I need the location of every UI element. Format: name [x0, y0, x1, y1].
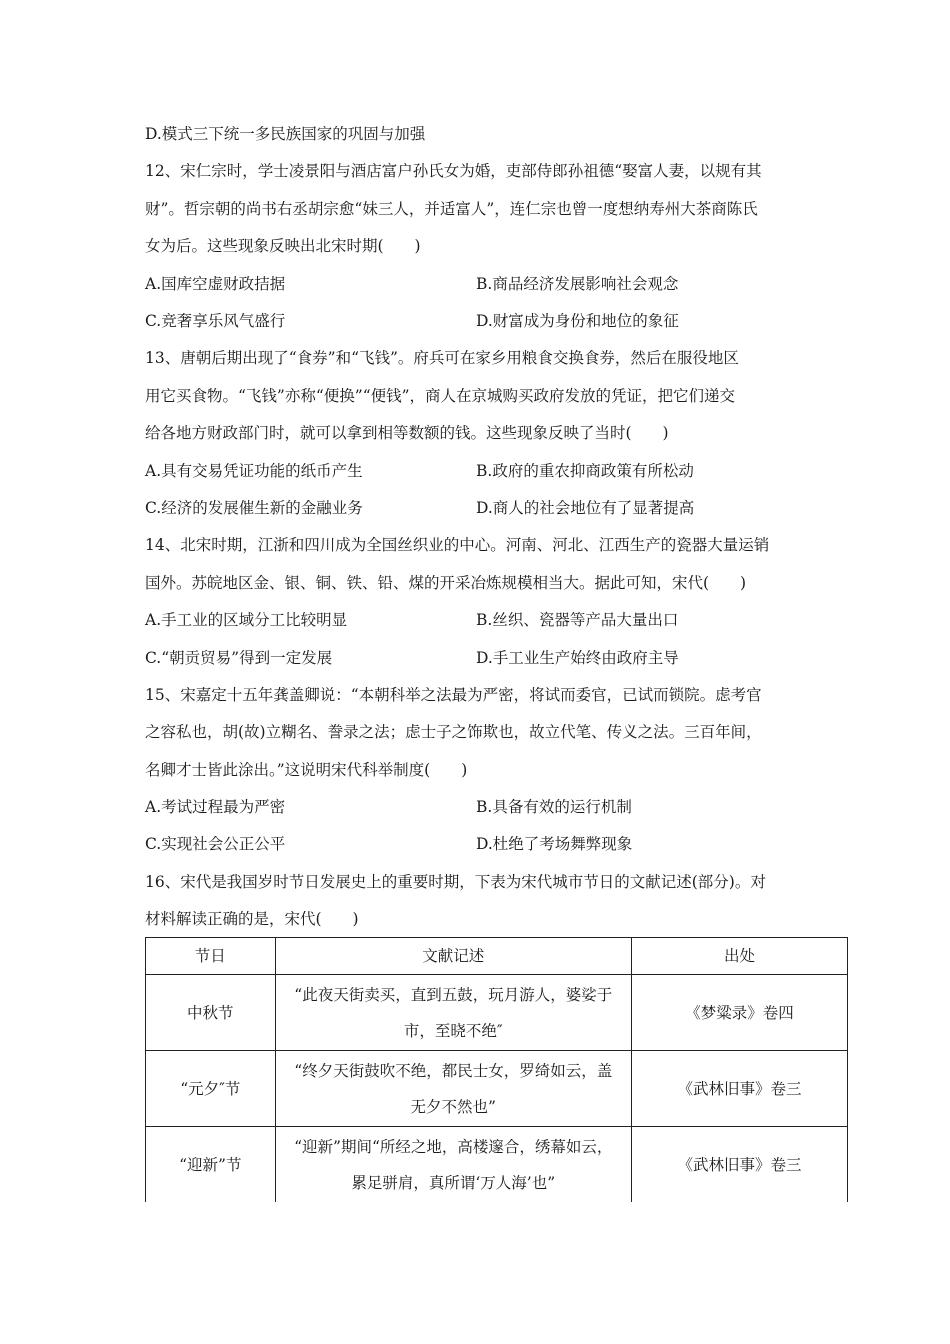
question-15-option-d[interactable]: D.杜绝了考场舞弊现象 — [476, 835, 633, 853]
table-cell-source: 《武林旧事》卷三 — [631, 1051, 847, 1127]
table-row — [146, 975, 848, 1051]
question-15-text-line-1: 15、宋嘉定十五年龚盖卿说：“本朝科举之法最为严密，将试而委官，已试而锁院。虑考官 — [145, 686, 762, 704]
table-row — [146, 1127, 848, 1203]
table-header-festival: 节日 — [146, 938, 276, 975]
table-header-row — [146, 938, 848, 975]
question-12-option-b[interactable]: B.商品经济发展影响社会观念 — [476, 275, 679, 293]
question-13-text-line-1: 13、唐朝后期出现了“食券”和“飞钱”。府兵可在家乡用粮食交换食券，然后在服役地区 — [145, 349, 739, 367]
question-12-text-line-3: 女为后。这些现象反映出北宋时期( ) — [145, 237, 421, 255]
option-d-previous: D.模式三下统一多民族国家的巩固与加强 — [145, 125, 426, 143]
record-line-2: 无夕不然也” — [410, 1097, 496, 1116]
question-13-option-a[interactable]: A.具有交易凭证功能的纸币产生 — [145, 462, 363, 480]
table-header-source: 出处 — [631, 938, 847, 975]
question-16-text-line-1: 16、宋代是我国岁时节日发展史上的重要时期，下表为宋代城市节日的文献记述(部分)。对 — [145, 873, 766, 891]
question-14-option-d[interactable]: D.手工业生产始终由政府主导 — [476, 649, 679, 667]
festival-records-table — [145, 937, 848, 1202]
table-header-record: 文献记述 — [275, 938, 631, 975]
question-12-option-a[interactable]: A.国库空虚财政拮据 — [145, 275, 286, 293]
table-cell-record — [275, 1051, 631, 1127]
question-12-option-d[interactable]: D.财富成为身份和地位的象征 — [476, 312, 679, 330]
question-13-text-line-3: 给各地方财政部门时，就可以拿到相等数额的钱。这些现象反映了当时( ) — [145, 424, 669, 442]
question-13-text-line-2: 用它买食物。“飞钱”亦称“便换”“便钱”，商人在京城购买政府发放的凭证，把它们递交 — [145, 387, 736, 405]
question-15-text-line-2: 之容私也，胡(故)立糊名、誊录之法；虑士子之饰欺也，故立代笔、传义之法。三百年间， — [145, 723, 762, 741]
record-line-1: “迎新”期间“所经之地，高楼邃合，绣幕如云， — [294, 1137, 613, 1156]
question-14-option-a[interactable]: A.手工业的区域分工比较明显 — [145, 611, 348, 629]
table-cell-record — [275, 1127, 631, 1203]
record-line-1: “终夕天街鼓吹不绝，都民士女，罗绮如云，盖 — [294, 1061, 613, 1080]
question-14-option-c[interactable]: C.“朝贡贸易”得到一定发展 — [145, 649, 333, 667]
question-12-option-c[interactable]: C.竞奢享乐风气盛行 — [145, 312, 286, 330]
question-13-option-c[interactable]: C.经济的发展催生新的金融业务 — [145, 499, 363, 517]
table-cell-festival: “迎新”节 — [146, 1127, 276, 1203]
question-12-text-line-2: 财”。哲宗朝的尚书右丞胡宗愈“妹三人，并适富人”，连仁宗也曾一度想纳寿州大茶商陈氏 — [145, 200, 758, 218]
question-12-text-line-1: 12、宋仁宗时，学士凌景阳与酒店富户孙氏女为婚，吏部侍郎孙祖德“娶富人妻，以规有其 — [145, 162, 762, 180]
table-cell-festival: “元夕″节 — [146, 1051, 276, 1127]
question-15-option-b[interactable]: B.具备有效的运行机制 — [476, 798, 632, 816]
question-16-text-line-2: 材料解读正确的是，宋代( ) — [145, 910, 359, 928]
table-cell-source: 《梦粱录》卷四 — [631, 975, 847, 1051]
question-14-option-b[interactable]: B.丝织、瓷器等产品大量出口 — [476, 611, 679, 629]
question-14-text-line-2: 国外。苏皖地区金、银、铜、铁、铅、煤的开采冶炼规模相当大。据此可知，宋代( ) — [145, 574, 747, 592]
question-13-option-b[interactable]: B.政府的重农抑商政策有所松动 — [476, 462, 694, 480]
question-15-option-c[interactable]: C.实现社会公正公平 — [145, 835, 286, 853]
question-15-option-a[interactable]: A.考试过程最为严密 — [145, 798, 286, 816]
question-15-text-line-3: 名卿才士皆此涂出。”这说明宋代科举制度( ) — [145, 761, 468, 779]
table-row — [146, 1051, 848, 1127]
question-13-option-d[interactable]: D.商人的社会地位有了显著提高 — [476, 499, 695, 517]
question-14-text-line-1: 14、北宋时期，江浙和四川成为全国丝织业的中心。河南、河北、江西生产的瓷器大量运销 — [145, 536, 770, 554]
table-cell-record — [275, 975, 631, 1051]
record-line-2: 市，至晓不绝″ — [403, 1021, 503, 1040]
table-cell-festival: 中秋节 — [146, 975, 276, 1051]
table-cell-source: 《武林旧事》卷三 — [631, 1127, 847, 1203]
record-line-1: “此夜天街卖买，直到五鼓，玩月游人，婆娑于 — [294, 985, 613, 1004]
record-line-2: 累足骈肩，真所谓‘万人海’也” — [351, 1173, 556, 1192]
